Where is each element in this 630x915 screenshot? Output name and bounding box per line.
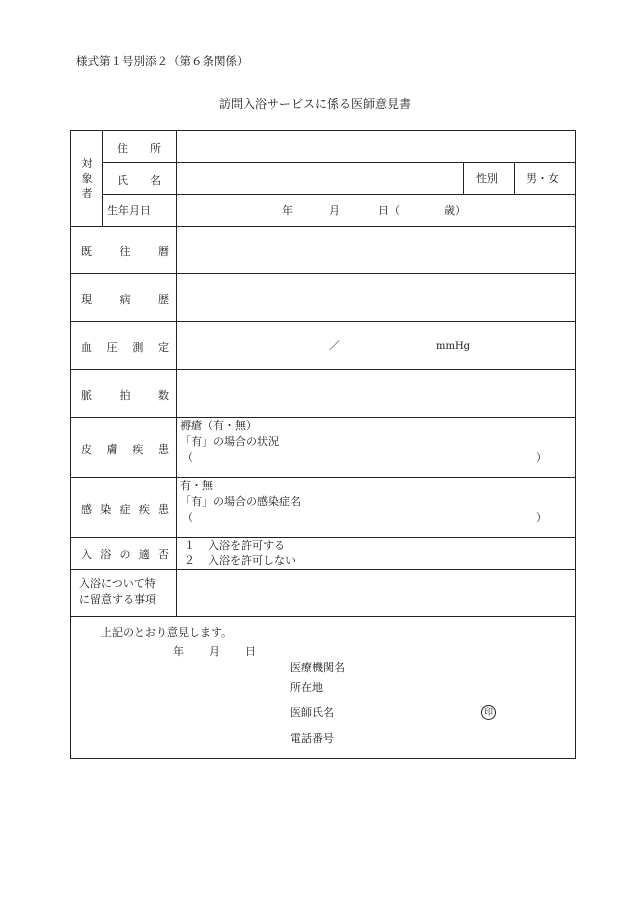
present-illness-label: 現 病 歴	[81, 293, 169, 306]
column-divider	[514, 162, 515, 194]
opinion-form-table	[70, 130, 576, 759]
subject-group-char: 者	[81, 187, 93, 200]
row-divider	[71, 369, 576, 370]
sex-label: 性別	[476, 172, 498, 185]
birth-day-unit: 日（	[378, 204, 400, 217]
row-divider	[71, 477, 576, 478]
row-divider	[71, 569, 576, 570]
form-number-label: 様式第１号別添２（第６条関係）	[76, 54, 249, 68]
bathing-option-2-text: 入浴を許可しない	[208, 554, 296, 567]
subject-group-char: 対	[81, 157, 93, 170]
name-label: 氏 名	[117, 174, 161, 187]
phone-number-label: 電話番号	[290, 732, 334, 745]
past-history-label: 既 往 暦	[81, 245, 169, 258]
declaration-year-unit: 年	[173, 645, 184, 658]
row-divider	[71, 321, 576, 322]
medical-institution-label: 医療機関名	[290, 661, 345, 674]
infectious-disease-label: 感 染 症 疾 患	[81, 503, 169, 516]
row-divider	[71, 537, 576, 538]
seal-icon: 印	[481, 705, 496, 720]
row-divider	[71, 273, 576, 274]
birth-month-unit: 月	[329, 204, 340, 217]
infectious-open-paren: （	[182, 511, 193, 524]
column-divider	[463, 162, 464, 194]
subject-group-char: 象	[81, 172, 93, 185]
blood-pressure-unit: mmHg	[436, 341, 471, 352]
pressure-ulcer-line: 褥瘡（有・無）	[180, 419, 257, 432]
blood-pressure-label: 血 圧 測 定	[81, 341, 169, 354]
bathing-option-1-number: １	[184, 539, 195, 552]
address-label: 住 所	[117, 142, 161, 155]
birth-year-unit: 年	[282, 204, 293, 217]
infectious-close-paren: ）	[536, 511, 547, 524]
birth-date-label: 生年月日	[107, 204, 151, 217]
skin-status-close-paren: ）	[536, 451, 547, 464]
row-divider	[71, 616, 576, 617]
blood-pressure-slash: ／	[329, 339, 340, 352]
infectious-presence-line: 有・無	[180, 479, 213, 492]
institution-address-label: 所在地	[290, 681, 323, 694]
document-title: 訪問入浴サービスに係る医師意見書	[218, 97, 411, 111]
bathing-suitability-label: 入 浴 の 適 否	[81, 548, 169, 561]
pulse-label: 脈 拍 数	[81, 389, 169, 402]
row-divider	[71, 417, 576, 418]
sex-value: 男・女	[526, 172, 559, 185]
skin-status-open-paren: （	[182, 451, 193, 464]
doctor-name-label: 医師氏名	[290, 706, 334, 719]
infectious-name-line: 「有」の場合の感染症名	[180, 495, 301, 508]
row-divider	[102, 162, 576, 163]
bathing-option-2-number: ２	[184, 554, 195, 567]
subject-group-label	[80, 156, 94, 201]
notes-label-line-1: 入浴について特	[79, 577, 156, 590]
declaration-day-unit: 日	[245, 645, 256, 658]
notes-label-line-2: に留意する事項	[79, 593, 156, 606]
birth-age-unit: 歳）	[444, 204, 466, 217]
row-divider	[71, 226, 576, 227]
column-divider	[176, 131, 177, 616]
row-divider	[102, 194, 576, 195]
declaration-month-unit: 月	[209, 645, 220, 658]
skin-disease-label: 皮 膚 疾 患	[81, 443, 169, 456]
declaration-statement: 上記のとおり意見します。	[101, 626, 233, 639]
bathing-option-1-text: 入浴を許可する	[208, 539, 285, 552]
column-divider	[102, 131, 103, 226]
skin-status-line: 「有」の場合の状況	[180, 435, 279, 448]
